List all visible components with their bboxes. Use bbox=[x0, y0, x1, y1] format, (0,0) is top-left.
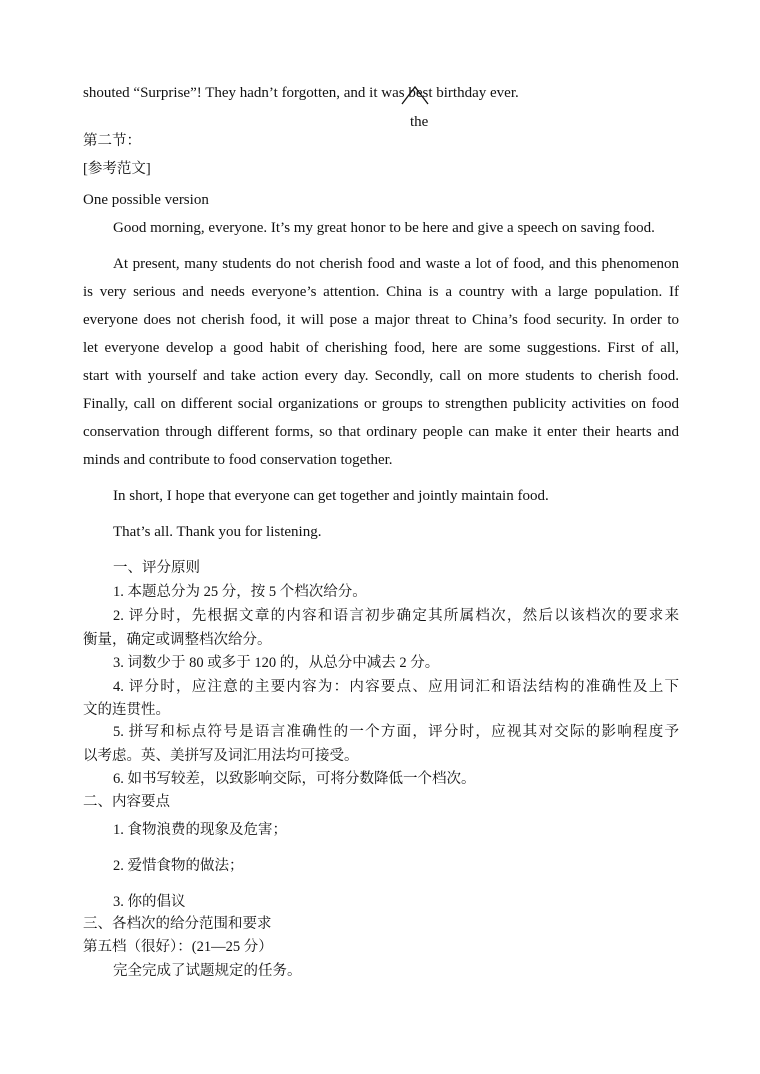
corrected-sentence bbox=[83, 83, 679, 103]
grading-rule: 4. 评分时，应注意的主要内容为：内容要点、应用词汇和语法结构的准确性及上下 bbox=[113, 679, 679, 695]
essay-body-line: everyone does not cherish food, it will pose a major threat to China’s food security. In order to bbox=[83, 312, 679, 328]
essay-body-line: is very serious and needs everyone’s attention. China is a country with a large population. If bbox=[83, 284, 679, 300]
insertion-caret-mark bbox=[400, 84, 430, 106]
content-point: 1. 食物浪费的现象及危害； bbox=[113, 822, 287, 838]
level-five-description: 完全完成了试题规定的任务。 bbox=[113, 963, 302, 979]
version-label: One possible version bbox=[83, 192, 209, 208]
reference-essay-label: [参考范文] bbox=[83, 161, 151, 177]
essay-body-line: Finally, call on different social organizations or groups to strengthen publicity activities on food bbox=[83, 396, 679, 412]
grading-rule: 6. 如书写较差，以致影响交际，可将分数降低一个档次。 bbox=[113, 771, 476, 787]
points-heading: 二、内容要点 bbox=[83, 794, 170, 810]
essay-body-line: At present, many students do not cherish food and waste a lot of food, and this phenomenon bbox=[113, 256, 679, 272]
essay-closing: That’s all. Thank you for listening. bbox=[113, 524, 322, 540]
grading-rule-continuation: 衡量，确定或调整档次给分。 bbox=[83, 632, 272, 648]
essay-body-line: let everyone develop a good habit of cherishing food, here are some suggestions. First of all, bbox=[83, 340, 679, 356]
essay-body-line: start with yourself and take action every day. Secondly, call on more students to cherish food. bbox=[83, 368, 679, 384]
section-two-heading: 第二节： bbox=[83, 133, 141, 149]
sentence-part-1: shouted “Surprise”! They hadn’t forgotten, and it wa bbox=[83, 85, 399, 101]
essay-body-line: minds and contribute to food conservation together. bbox=[83, 452, 393, 468]
grading-rule-continuation: 以考虑。英、美拼写及词汇用法均可接受。 bbox=[83, 748, 359, 764]
inserted-word: the bbox=[410, 114, 429, 130]
grading-rule-continuation: 文的连贯性。 bbox=[83, 702, 170, 718]
essay-body-line: conservation through different forms, so that ordinary people can make it enter their hearts and bbox=[83, 424, 679, 440]
grading-rule: 5. 拼写和标点符号是语言准确性的一个方面，评分时，应视其对交际的影响程度予 bbox=[113, 724, 679, 740]
grading-rule: 3. 词数少于 80 或多于 120 的，从总分中减去 2 分。 bbox=[113, 655, 440, 671]
levels-heading: 三、各档次的给分范围和要求 bbox=[83, 916, 272, 932]
sentence-part-2: s best birthday ever. bbox=[398, 85, 519, 101]
principles-heading: 一、评分原则 bbox=[113, 560, 200, 576]
content-point: 3. 你的倡议 bbox=[113, 894, 186, 910]
essay-conclusion: In short, I hope that everyone can get together and jointly maintain food. bbox=[113, 488, 549, 504]
grading-rule: 1. 本题总分为 25 分，按 5 个档次给分。 bbox=[113, 584, 367, 600]
grading-rule: 2. 评分时，先根据文章的内容和语言初步确定其所属档次，然后以该档次的要求来 bbox=[113, 608, 679, 624]
content-point: 2. 爱惜食物的做法； bbox=[113, 858, 244, 874]
level-five-title: 第五档（很好）：(21—25 分） bbox=[83, 939, 273, 955]
essay-greeting: Good morning, everyone. It’s my great honor to be here and give a speech on saving food. bbox=[113, 220, 655, 236]
